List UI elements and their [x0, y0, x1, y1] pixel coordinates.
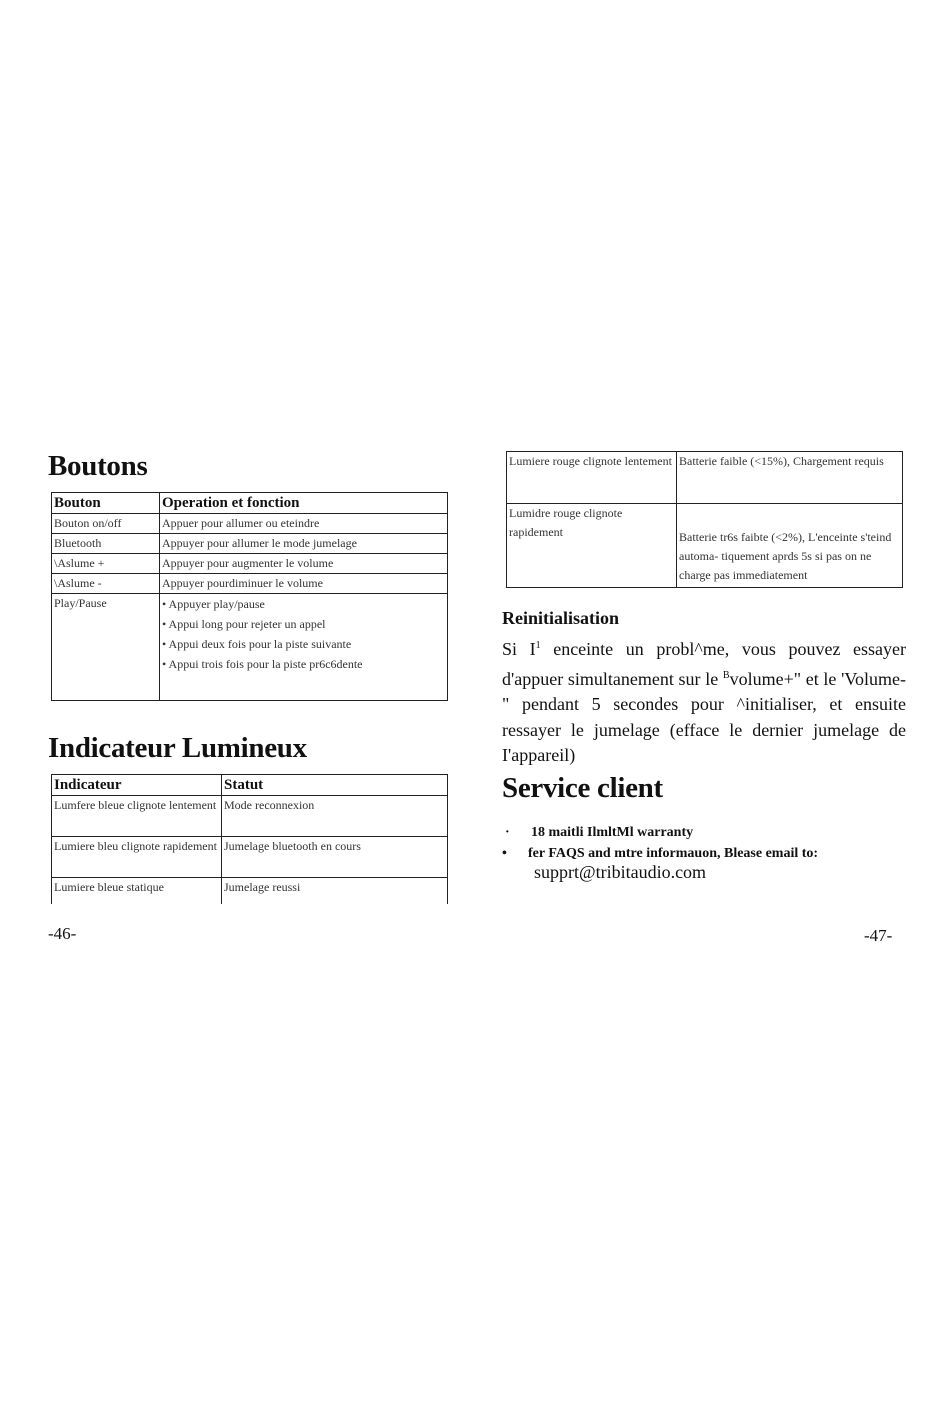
bullet: · — [505, 825, 510, 840]
table-header-cell: Statut — [222, 775, 448, 796]
table-cell: Lumiere rouge clignote lentement — [507, 452, 677, 504]
list-item — [502, 822, 906, 843]
reset-title: Reinitialisation — [502, 608, 620, 628]
list-item: • Appui long pour rejeter un appel — [162, 614, 445, 634]
table-cell: Appuyer pourdiminuer le volume — [160, 574, 448, 594]
superscript: 1 — [535, 640, 541, 651]
service-item-text: 18 maitli IlmltMl warranty — [531, 825, 694, 840]
table-cell: Appuer pour allumer ou eteindre — [160, 514, 448, 534]
table-row — [52, 574, 448, 594]
superscript: B — [722, 669, 730, 681]
list-item: • Appui deux fois pour la piste suivante — [162, 634, 445, 654]
table-cell: Mode reconnexion — [222, 796, 448, 837]
table-cell: \Aslume + — [52, 554, 160, 574]
table-row — [52, 878, 448, 905]
reset-text: Si I — [502, 639, 536, 659]
table-cell — [677, 504, 903, 588]
list-item: • Appui trois fois pour la piste pr6c6dente — [162, 654, 445, 674]
page-number-right: -47- — [864, 926, 893, 945]
table-header-cell: Indicateur — [52, 775, 222, 796]
reset-text: volume+" et le 'Volume-" pendant 5 secondes pour ^initialiser, et ensuite ressayer le jumelage (efface le dernier jumelage de I'appareil) — [502, 668, 906, 765]
service-title: Service client — [502, 772, 663, 804]
table-cell: Lumiere bleu clignote rapidement — [52, 837, 222, 878]
table-row — [52, 534, 448, 554]
table-cell: Appuyer pour allumer le mode jumelage — [160, 534, 448, 554]
table-cell: Lumfere bleue clignote lentement — [52, 796, 222, 837]
indicator-table-continued — [506, 451, 903, 588]
table-row — [52, 594, 448, 701]
table-cell: Play/Pause — [52, 594, 160, 701]
table-cell: Jumelage bluetooth en cours — [222, 837, 448, 878]
cell-text: Batterie tr6s faibte (<2%), L'enceinte s'teind automa- tiquement aprds 5s si pas on ne charge pas immediatement — [679, 530, 892, 582]
table-header-row — [52, 493, 448, 514]
play-pause-list — [162, 594, 445, 674]
indicator-table — [51, 774, 448, 904]
bullet: • — [502, 846, 507, 861]
table-row — [52, 554, 448, 574]
table-cell: Batterie faible (<15%), Chargement requis — [677, 452, 903, 504]
table-header-row — [52, 775, 448, 796]
buttons-table — [51, 492, 448, 701]
service-item-text: fer FAQS and mtre informauon, Blease email to: — [528, 846, 819, 861]
list-item — [502, 843, 906, 864]
indicator-table-clip — [51, 774, 449, 904]
support-email[interactable]: supprt@tribitaudio.com — [534, 862, 707, 882]
service-list — [502, 822, 906, 864]
reset-text: enceinte un probl^me, vous pouvez essayer d'appuer simultanement sur le — [502, 639, 906, 689]
table-row — [52, 837, 448, 878]
table-header-cell: Bouton — [52, 493, 160, 514]
table-cell: Appuyer pour augmenter le volume — [160, 554, 448, 574]
table-row — [507, 504, 903, 588]
table-cell: Bluetooth — [52, 534, 160, 554]
reset-paragraph — [502, 633, 906, 769]
table-row — [507, 452, 903, 504]
table-cell: Lumiere bleue statique — [52, 878, 222, 905]
indicateur-title: Indicateur Lumineux — [48, 732, 307, 764]
table-row — [52, 514, 448, 534]
table-cell: \Aslume - — [52, 574, 160, 594]
table-cell: Jumelage reussi — [222, 878, 448, 905]
table-header-cell: Operation et fonction — [160, 493, 448, 514]
table-cell: Bouton on/off — [52, 514, 160, 534]
table-cell: Lumidre rouge clignote rapidement — [507, 504, 677, 588]
page-number-left: -46- — [48, 924, 77, 943]
table-cell — [160, 594, 448, 701]
boutons-title: Boutons — [48, 450, 148, 482]
list-item: • Appuyer play/pause — [162, 594, 445, 614]
table-row — [52, 796, 448, 837]
